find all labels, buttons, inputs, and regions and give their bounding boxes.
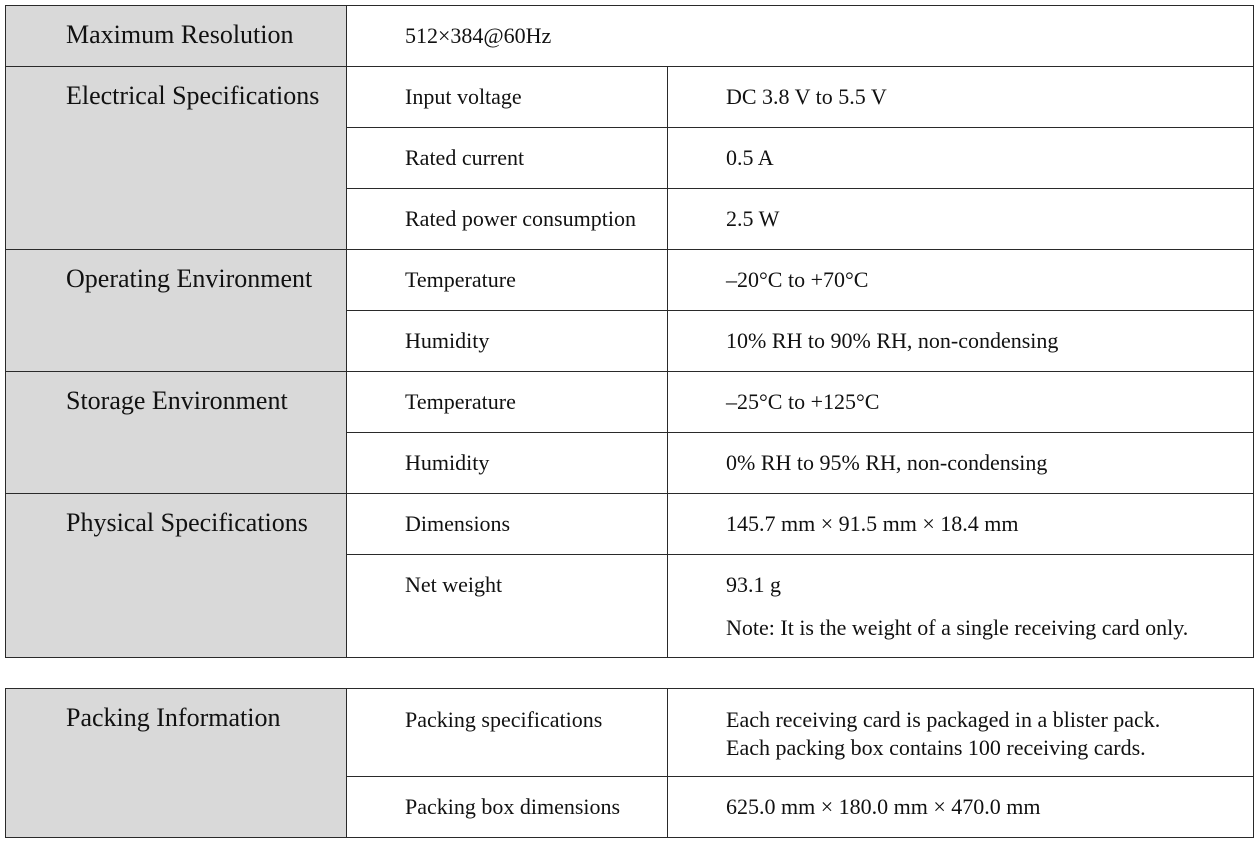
value-input-voltage: DC 3.8 V to 5.5 V <box>668 67 1254 128</box>
specifications-table <box>5 5 1254 658</box>
value-operating-temperature: –20°C to +70°C <box>668 250 1254 311</box>
table-row <box>6 250 1254 311</box>
item-dimensions: Dimensions <box>347 494 668 555</box>
category-operating-environment: Operating Environment <box>6 250 347 372</box>
packing-spec-line-1: Each receiving card is packaged in a blister pack. <box>726 707 1161 732</box>
packing-table <box>5 688 1254 838</box>
item-rated-power: Rated power consumption <box>347 189 668 250</box>
category-physical: Physical Specifications <box>6 494 347 658</box>
item-packing-box-dimensions: Packing box dimensions <box>347 777 668 838</box>
item-storage-humidity: Humidity <box>347 433 668 494</box>
value-net-weight-cell <box>668 555 1254 658</box>
item-rated-current: Rated current <box>347 128 668 189</box>
item-packing-specifications: Packing specifications <box>347 689 668 777</box>
item-input-voltage: Input voltage <box>347 67 668 128</box>
table-row <box>6 372 1254 433</box>
value-packing-box-dimensions: 625.0 mm × 180.0 mm × 470.0 mm <box>668 777 1254 838</box>
table-row <box>6 494 1254 555</box>
packing-spec-line-2: Each packing box contains 100 receiving cards. <box>726 735 1146 760</box>
value-net-weight: 93.1 g <box>726 572 781 597</box>
item-operating-temperature: Temperature <box>347 250 668 311</box>
item-net-weight: Net weight <box>347 555 668 658</box>
net-weight-note: Note: It is the weight of a single receiving card only. <box>726 615 1189 640</box>
max-resolution-value: 512×384@60Hz <box>347 6 1254 67</box>
table-row <box>6 67 1254 128</box>
item-storage-temperature: Temperature <box>347 372 668 433</box>
value-operating-humidity: 10% RH to 90% RH, non-condensing <box>668 311 1254 372</box>
value-dimensions: 145.7 mm × 91.5 mm × 18.4 mm <box>668 494 1254 555</box>
value-storage-temperature: –25°C to +125°C <box>668 372 1254 433</box>
table-row <box>6 689 1254 777</box>
category-electrical: Electrical Specifications <box>6 67 347 250</box>
category-packing-information: Packing Information <box>6 689 347 838</box>
value-packing-specifications-cell <box>668 689 1254 777</box>
table-row <box>6 6 1254 67</box>
category-max-resolution: Maximum Resolution <box>6 6 347 67</box>
item-operating-humidity: Humidity <box>347 311 668 372</box>
category-storage-environment: Storage Environment <box>6 372 347 494</box>
value-rated-current: 0.5 A <box>668 128 1254 189</box>
value-rated-power: 2.5 W <box>668 189 1254 250</box>
value-storage-humidity: 0% RH to 95% RH, non-condensing <box>668 433 1254 494</box>
